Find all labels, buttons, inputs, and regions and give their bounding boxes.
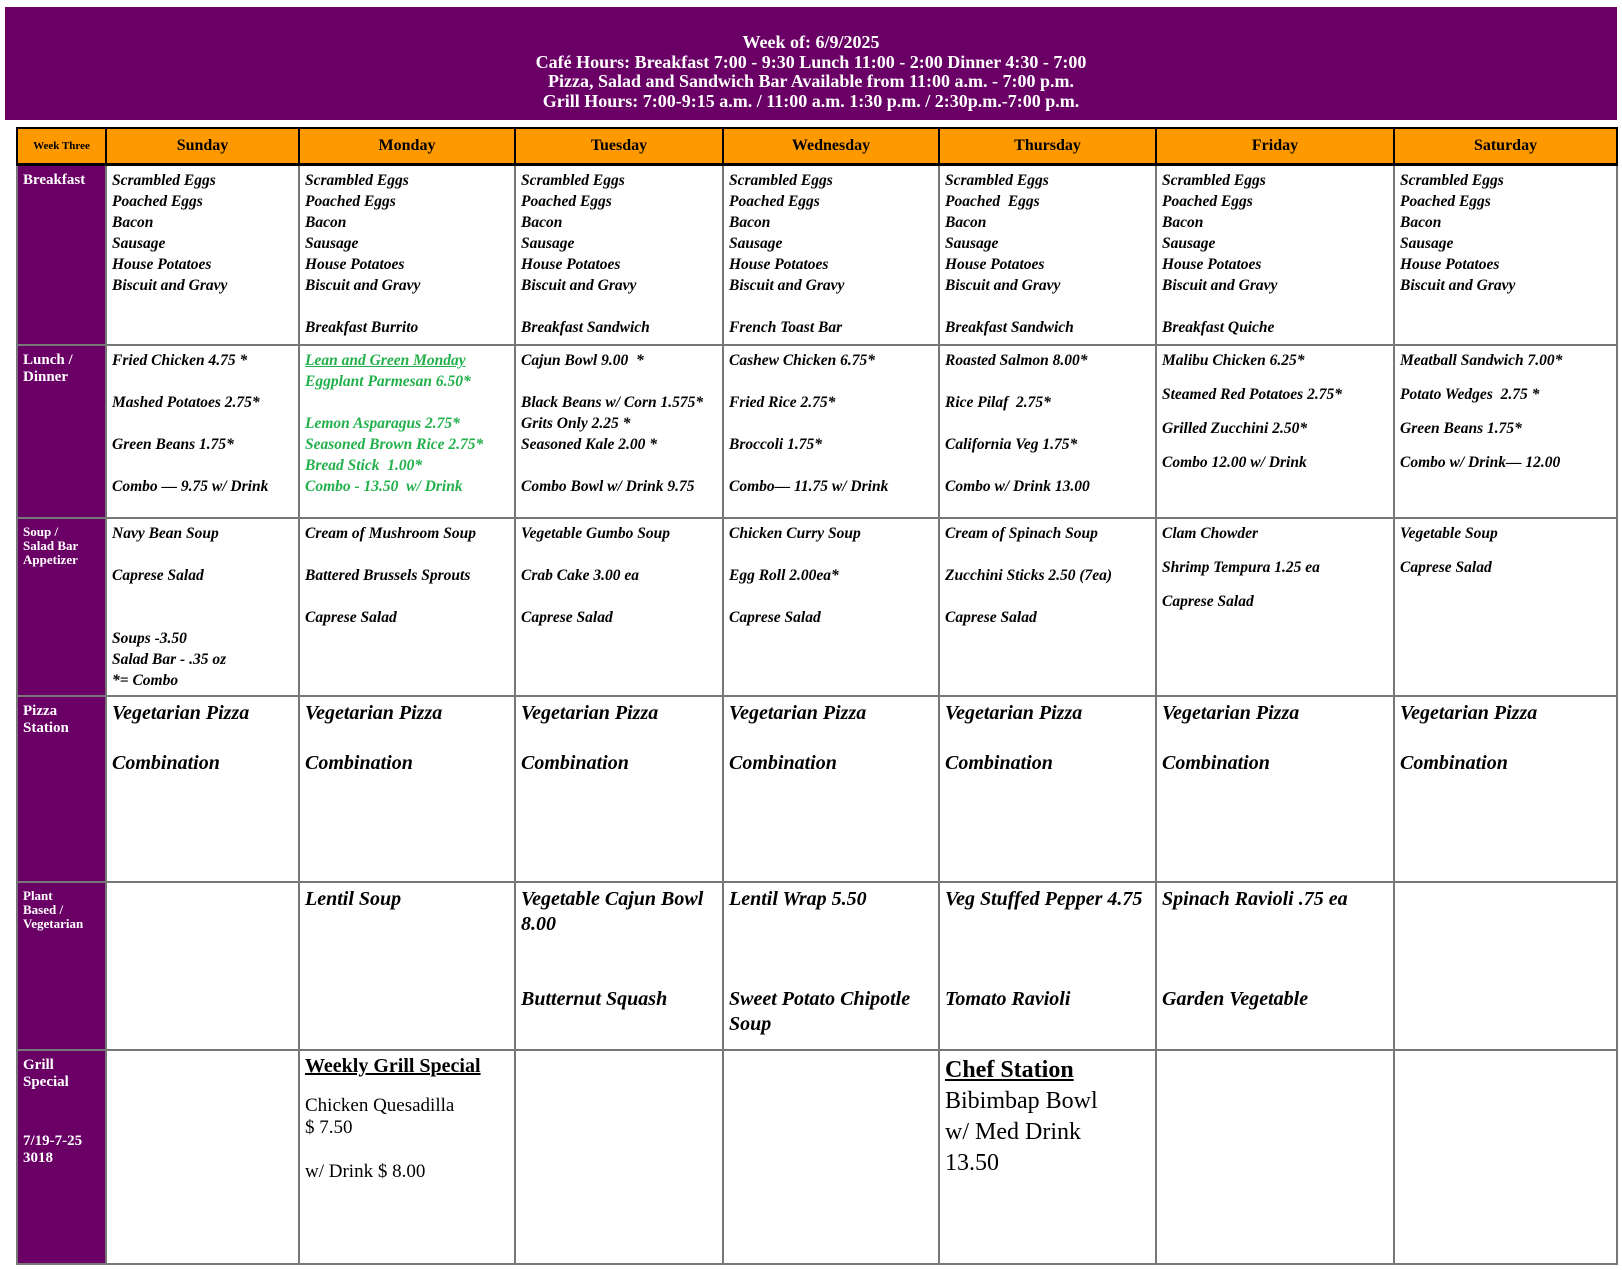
menu-line: Bacon <box>305 213 347 231</box>
menu-line: Bacon <box>1400 213 1442 231</box>
menu-line <box>945 296 1150 317</box>
day-header-tuesday: Tuesday <box>515 128 723 164</box>
menu-line: Vegetable Soup <box>1400 525 1498 542</box>
menu-line: Mashed Potatoes 2.75* <box>112 394 260 411</box>
pizza-item: Vegetarian Pizza <box>1162 702 1300 724</box>
menu-line: Navy Bean Soup <box>112 525 219 542</box>
menu-line: Grilled Zucchini 2.50* <box>1162 420 1308 437</box>
menu-line: Combo w/ Drink 13.00 <box>945 478 1090 495</box>
menu-line: Biscuit and Gravy <box>1162 276 1278 294</box>
row-label-grill-special <box>17 1050 106 1264</box>
pizza-item: Combination <box>305 752 413 774</box>
menu-line: Biscuit and Gravy <box>1400 276 1516 294</box>
menu-line <box>112 413 293 434</box>
grill-sunday <box>106 1050 299 1264</box>
pizza-item: Combination <box>1162 752 1270 774</box>
menu-line: Black Beans w/ Corn 1.575* <box>521 394 704 411</box>
grill-hours-line: Grill Hours: 7:00-9:15 a.m. / 11:00 a.m. 1:30 p.m. / 2:30p.m.-7:00 p.m. <box>542 90 1080 111</box>
menu-line: Scrambled Eggs <box>1162 171 1266 189</box>
menu-line: Sausage <box>1162 234 1216 252</box>
menu-line <box>521 544 717 565</box>
soup-thursday <box>939 518 1156 696</box>
lunch-dinner-row <box>17 345 1617 518</box>
menu-line: Poached Eggs <box>521 192 612 210</box>
menu-line: Combo Bowl w/ Drink 9.75 <box>521 478 695 495</box>
grill-drink-price: w/ Drink $ 8.00 <box>305 1161 426 1182</box>
menu-line <box>729 413 933 434</box>
breakfast-saturday <box>1394 164 1617 345</box>
menu-line: Soups -3.50 <box>112 630 187 647</box>
menu-line: House Potatoes <box>1400 255 1500 273</box>
day-header-row <box>17 128 1617 164</box>
lunch-monday <box>299 345 515 518</box>
menu-line: Breakfast Quiche <box>1162 318 1275 336</box>
plant-tuesday <box>515 882 723 1050</box>
menu-line: Chicken Curry Soup <box>729 525 861 542</box>
chef-item: Bibimbap Bowl <box>945 1088 1098 1114</box>
menu-line <box>521 371 717 392</box>
row-label-dinner: Dinner <box>23 369 68 385</box>
grill-price: $ 7.50 <box>305 1117 353 1138</box>
pizza-item: Vegetarian Pizza <box>305 702 443 724</box>
soup-monday <box>299 518 515 696</box>
menu-line <box>945 586 1150 607</box>
menu-line: Biscuit and Gravy <box>945 276 1061 294</box>
lunch-wednesday <box>723 345 939 518</box>
menu-line: Bacon <box>729 213 771 231</box>
grill-item: Chicken Quesadilla <box>305 1095 455 1116</box>
soup-sunday <box>106 518 299 696</box>
menu-line <box>112 455 293 476</box>
menu-line <box>729 544 933 565</box>
menu-line <box>729 296 933 317</box>
week-label: Week Three <box>17 128 106 164</box>
menu-line: Biscuit and Gravy <box>112 276 228 294</box>
menu-line <box>112 607 293 628</box>
menu-line: Poached Eggs <box>1162 192 1253 210</box>
row-label-salad-bar: Salad Bar <box>23 538 79 553</box>
lunch-thursday <box>939 345 1156 518</box>
menu-line <box>112 371 293 392</box>
menu-line: Seasoned Kale 2.00 * <box>521 436 658 453</box>
row-label-plant-based <box>17 882 106 1050</box>
menu-line: Caprese Salad <box>521 609 613 626</box>
pizza-item: Combination <box>945 752 1053 774</box>
menu-line: Poached Eggs <box>729 192 820 210</box>
menu-line: Green Beans 1.75* <box>1400 420 1522 437</box>
breakfast-monday <box>299 164 515 345</box>
day-header-monday: Monday <box>299 128 515 164</box>
menu-line: Eggplant Parmesan 6.50* <box>305 373 471 390</box>
menu-line <box>729 586 933 607</box>
menu-line: Battered Brussels Sprouts <box>305 567 471 584</box>
plant-item: Lentil Soup <box>305 888 402 910</box>
menu-line: Poached Eggs <box>945 192 1040 210</box>
menu-line <box>305 392 509 413</box>
soup-wednesday <box>723 518 939 696</box>
menu-line: Sausage <box>112 234 166 252</box>
breakfast-row <box>17 164 1617 345</box>
menu-line: Poached Eggs <box>305 192 396 210</box>
menu-line <box>305 544 509 565</box>
pizza-item: Combination <box>521 752 629 774</box>
menu-line <box>305 586 509 607</box>
menu-line: Breakfast Burrito <box>305 318 419 336</box>
menu-line: House Potatoes <box>521 255 621 273</box>
pizza-item: Combination <box>1400 752 1508 774</box>
menu-line: Zucchini Sticks 2.50 (7ea) <box>945 567 1113 584</box>
menu-line <box>1162 296 1388 317</box>
menu-line: California Veg 1.75* <box>945 436 1078 453</box>
breakfast-friday <box>1156 164 1394 345</box>
menu-line: Breakfast Sandwich <box>521 318 650 336</box>
menu-line: Potato Wedges 2.75 * <box>1400 386 1540 403</box>
menu-line: Combo — 9.75 w/ Drink <box>112 478 269 495</box>
menu-line: Roasted Salmon 8.00* <box>945 352 1088 369</box>
lunch-saturday <box>1394 345 1617 518</box>
pizza-friday <box>1156 696 1394 882</box>
pizza-tuesday <box>515 696 723 882</box>
day-header-thursday: Thursday <box>939 128 1156 164</box>
row-label-lunch: Lunch / <box>23 352 73 368</box>
menu-line: Seasoned Brown Rice 2.75* <box>305 436 484 453</box>
menu-line: Cream of Spinach Soup <box>945 525 1098 542</box>
plant-item: Sweet Potato Chipotle Soup <box>729 988 911 1035</box>
menu-line: Sausage <box>1400 234 1454 252</box>
menu-line[interactable]: Lean and Green Monday <box>305 352 466 369</box>
row-label-lunch-dinner <box>17 345 106 518</box>
menu-line <box>521 296 717 317</box>
grill-monday <box>299 1050 515 1264</box>
pizza-item: Combination <box>729 752 837 774</box>
plant-based-row <box>17 882 1617 1050</box>
pizza-saturday <box>1394 696 1617 882</box>
row-label-pizza-1: Pizza <box>23 703 58 719</box>
menu-line <box>729 371 933 392</box>
row-label-pizza <box>17 696 106 882</box>
menu-line <box>112 586 293 607</box>
menu-line: Egg Roll 2.00ea* <box>729 567 839 584</box>
menu-line: Combo - 13.50 w/ Drink <box>305 478 463 495</box>
menu-line: Bread Stick 1.00* <box>305 457 423 474</box>
week-of-line: Week of: 6/9/2025 <box>742 32 880 52</box>
menu-line: Scrambled Eggs <box>521 171 625 189</box>
plant-saturday <box>1394 882 1617 1050</box>
plant-thursday <box>939 882 1156 1050</box>
menu-line: Fried Chicken 4.75 * <box>112 352 248 369</box>
pizza-item: Vegetarian Pizza <box>521 702 659 724</box>
menu-line: Caprese Salad <box>1162 593 1254 610</box>
menu-line: French Toast Bar <box>729 318 843 336</box>
menu-line: Poached Eggs <box>1400 192 1491 210</box>
pizza-item: Vegetarian Pizza <box>112 702 250 724</box>
menu-line: Steamed Red Potatoes 2.75* <box>1162 386 1342 403</box>
plant-item: Tomato Ravioli <box>945 988 1071 1010</box>
pizza-item: Vegetarian Pizza <box>729 702 867 724</box>
grill-saturday <box>1394 1050 1617 1264</box>
plant-item: Veg Stuffed Pepper 4.75 <box>945 888 1143 910</box>
menu-line: Malibu Chicken 6.25* <box>1162 352 1305 369</box>
menu-line: Caprese Salad <box>945 609 1037 626</box>
plant-item: Lentil Wrap 5.50 <box>729 888 867 910</box>
grill-friday <box>1156 1050 1394 1264</box>
menu-line: Combo w/ Drink— 12.00 <box>1400 454 1561 471</box>
menu-line: Bacon <box>112 213 154 231</box>
pizza-item: Combination <box>112 752 220 774</box>
soup-salad-row <box>17 518 1617 696</box>
plant-item: Butternut Squash <box>521 988 668 1010</box>
menu-line: Salad Bar - .35 oz <box>112 651 227 668</box>
row-label-pizza-2: Station <box>23 720 69 736</box>
menu-line: Combo 12.00 w/ Drink <box>1162 454 1307 471</box>
row-label-grill-1: Grill <box>23 1057 54 1073</box>
menu-line: Sausage <box>729 234 783 252</box>
menu-line: Caprese Salad <box>729 609 821 626</box>
menu-line: Cashew Chicken 6.75* <box>729 352 875 369</box>
menu-line: Shrimp Tempura 1.25 ea <box>1162 559 1320 576</box>
menu-line <box>945 455 1150 476</box>
plant-monday <box>299 882 515 1050</box>
menu-line: Caprese Salad <box>305 609 397 626</box>
pizza-sunday <box>106 696 299 882</box>
menu-line: Grits Only 2.25 * <box>521 415 631 432</box>
menu-line: House Potatoes <box>112 255 212 273</box>
menu-line: Sausage <box>945 234 999 252</box>
menu-line <box>729 455 933 476</box>
menu-line <box>521 586 717 607</box>
weekly-menu-table <box>16 127 1618 1265</box>
weekly-grill-special-title: Weekly Grill Special <box>305 1055 481 1077</box>
grill-tuesday <box>515 1050 723 1264</box>
plant-item: Vegetable Cajun Bowl 8.00 <box>521 888 704 935</box>
menu-line: Biscuit and Gravy <box>521 276 637 294</box>
plant-item: Spinach Ravioli .75 ea <box>1162 888 1348 910</box>
menu-line: Biscuit and Gravy <box>305 276 421 294</box>
breakfast-thursday <box>939 164 1156 345</box>
pizza-item: Vegetarian Pizza <box>945 702 1083 724</box>
menu-line: Bacon <box>1162 213 1204 231</box>
menu-line: Poached Eggs <box>112 192 203 210</box>
cafe-hours-line: Café Hours: Breakfast 7:00 - 9:30 Lunch 11:00 - 2:00 Dinner 4:30 - 7:00 <box>535 51 1087 72</box>
menu-line <box>945 371 1150 392</box>
grill-thursday <box>939 1050 1156 1264</box>
menu-line <box>112 544 293 565</box>
pizza-thursday <box>939 696 1156 882</box>
menu-line: Broccoli 1.75* <box>729 436 822 453</box>
pizza-item: Vegetarian Pizza <box>1400 702 1538 724</box>
day-header-wednesday: Wednesday <box>723 128 939 164</box>
menu-line <box>521 455 717 476</box>
grill-date-year: 3018 <box>23 1150 53 1166</box>
grill-wednesday <box>723 1050 939 1264</box>
menu-line: Biscuit and Gravy <box>729 276 845 294</box>
menu-line: Bacon <box>945 213 987 231</box>
soup-saturday <box>1394 518 1617 696</box>
menu-line: Scrambled Eggs <box>112 171 216 189</box>
day-header-sunday: Sunday <box>106 128 299 164</box>
grill-date-range: 7/19-7-25 <box>23 1133 83 1149</box>
menu-line: Scrambled Eggs <box>945 171 1049 189</box>
menu-line: Sausage <box>305 234 359 252</box>
breakfast-tuesday <box>515 164 723 345</box>
row-label-plant-3: Vegetarian <box>23 916 84 931</box>
breakfast-wednesday <box>723 164 939 345</box>
menu-line: Green Beans 1.75* <box>112 436 234 453</box>
row-label-plant-2: Based / <box>23 902 64 917</box>
menu-line: Scrambled Eggs <box>1400 171 1504 189</box>
pizza-wednesday <box>723 696 939 882</box>
menu-line: House Potatoes <box>729 255 829 273</box>
bar-hours-line: Pizza, Salad and Sandwich Bar Available from 11:00 a.m. - 7:00 p.m. <box>547 71 1075 91</box>
row-label-plant-1: Plant <box>23 888 53 903</box>
menu-line: Scrambled Eggs <box>305 171 409 189</box>
plant-sunday <box>106 882 299 1050</box>
menu-line: Cream of Mushroom Soup <box>305 525 476 542</box>
lunch-friday <box>1156 345 1394 518</box>
menu-line: Caprese Salad <box>112 567 204 584</box>
chef-price: 13.50 <box>945 1150 999 1176</box>
soup-friday <box>1156 518 1394 696</box>
menu-line: Bacon <box>521 213 563 231</box>
chef-drink: w/ Med Drink <box>945 1119 1081 1145</box>
row-label-soup: Soup / <box>23 524 59 539</box>
menu-line <box>945 413 1150 434</box>
row-label-breakfast: Breakfast <box>17 164 106 345</box>
menu-line: *= Combo <box>112 672 179 689</box>
plant-friday <box>1156 882 1394 1050</box>
menu-line: Scrambled Eggs <box>729 171 833 189</box>
menu-line: Cajun Bowl 9.00 * <box>521 352 644 369</box>
row-label-soup-salad <box>17 518 106 696</box>
menu-line: Meatball Sandwich 7.00* <box>1400 352 1563 369</box>
menu-line: Caprese Salad <box>1400 559 1492 576</box>
menu-line: Vegetable Gumbo Soup <box>521 525 670 542</box>
row-label-grill-2: Special <box>23 1074 69 1090</box>
menu-line: House Potatoes <box>1162 255 1262 273</box>
menu-line: Combo— 11.75 w/ Drink <box>729 478 889 495</box>
lunch-sunday <box>106 345 299 518</box>
pizza-monday <box>299 696 515 882</box>
menu-line: Rice Pilaf 2.75* <box>945 394 1051 411</box>
plant-wednesday <box>723 882 939 1050</box>
header-banner <box>5 7 1617 120</box>
menu-line: House Potatoes <box>945 255 1045 273</box>
menu-line <box>305 296 509 317</box>
day-header-friday: Friday <box>1156 128 1394 164</box>
row-label-appetizer: Appetizer <box>23 552 78 567</box>
menu-line: Clam Chowder <box>1162 525 1259 542</box>
menu-line: Breakfast Sandwich <box>945 318 1074 336</box>
menu-line: House Potatoes <box>305 255 405 273</box>
menu-line: Fried Rice 2.75* <box>729 394 836 411</box>
menu-line: Crab Cake 3.00 ea <box>521 567 639 584</box>
grill-special-row <box>17 1050 1617 1264</box>
soup-tuesday <box>515 518 723 696</box>
menu-line: Sausage <box>521 234 575 252</box>
grill-dates <box>23 1133 100 1167</box>
pizza-row <box>17 696 1617 882</box>
breakfast-sunday <box>106 164 299 345</box>
plant-item: Garden Vegetable <box>1162 988 1309 1010</box>
menu-line: Lemon Asparagus 2.75* <box>305 415 460 432</box>
lunch-tuesday <box>515 345 723 518</box>
day-header-saturday: Saturday <box>1394 128 1617 164</box>
menu-line <box>945 544 1150 565</box>
chef-station-title: Chef Station <box>945 1057 1074 1083</box>
